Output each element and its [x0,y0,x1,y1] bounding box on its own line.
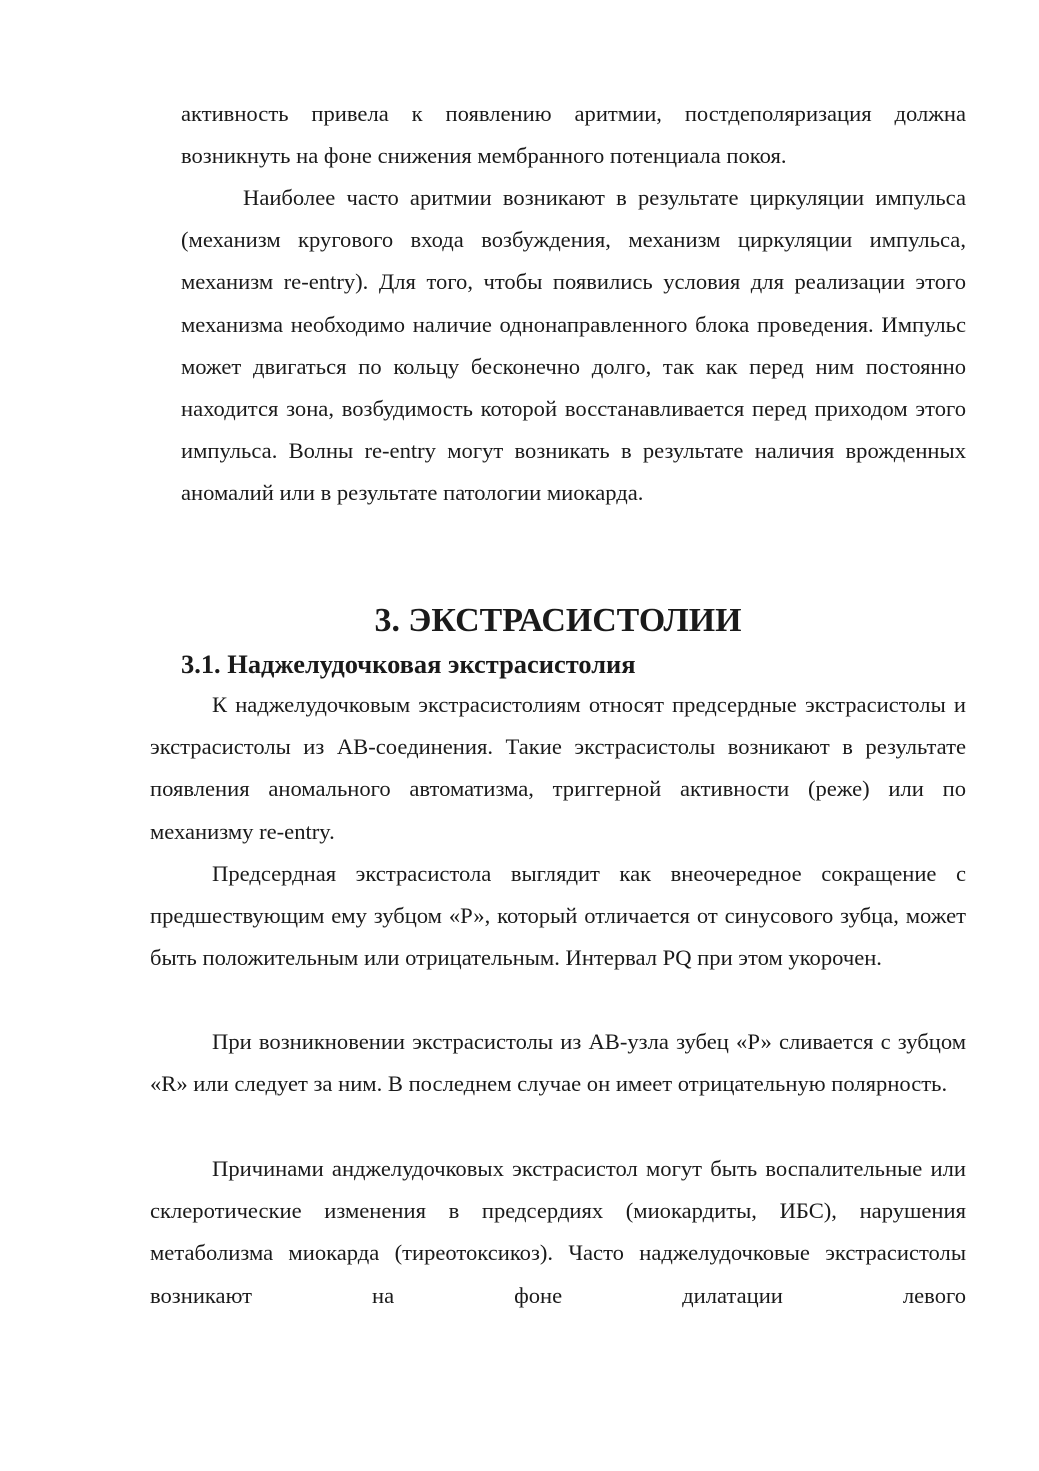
paragraph-supraventricular-definition: К наджелудочковым экстрасистолиям относят предсердные экстрасистолы и экстрасистолы из АВ-соединения. Такие экстрасистолы возникают в результате появления аномального автоматизма, триггерной активности (реже) или по механизму re-entry. [150,692,966,844]
subsection-title: 3.1. Наджелудочковая экстрасистолия [181,649,636,679]
paragraph-av-node-extrasystole: При возникновении экстрасистолы из АВ-узла зубец «Р» сливается с зубцом «R» или следует за ним. В последнем случае он имеет отрицательную полярность. [150,1029,966,1097]
paragraph-atrial-extrasystole: Предсердная экстрасистола выглядит как внеочередное сокращение с предшествующим ему зубцом «Р», который отличается от синусового зубца, может быть положительным или отрицательным. Интервал PQ при этом укорочен. [150,861,966,971]
paragraph-reentry-mechanism: Наиболее часто аритмии возникают в результате циркуляции импульса (механизм кругового входа возбуждения, механизм циркуляции импульса, механизм re-entry). Для того, чтобы появились условия для реализации этого механизма необходимо наличие однонаправленного блока проведения. Импульс может двигаться по кольцу бесконечно долго, так как перед ним постоянно находится зона, возбудимость которой восстанавливается перед приходом этого импульса. Волны re-entry могут возникать в результате наличия врожденных аномалий или в результате патологии миокарда. [181,185,966,506]
paragraph-causes: Причинами анджелудочковых экстрасистол могут быть воспалительные или склеротические изменения в предсердиях (миокардиты, ИБС), нарушения метаболизма миокарда (тиреотоксикоз). Часто наджелудочковые экстрасистолы возникают на фоне дилатации левого [150,1156,966,1308]
paragraph-continuation: активность привела к появлению аритмии, постдеполяризация должна возникнуть на фоне снижения мембранного потенциала покоя. [181,101,966,169]
section-title: 3. ЭКСТРАСИСТОЛИИ [374,602,742,639]
